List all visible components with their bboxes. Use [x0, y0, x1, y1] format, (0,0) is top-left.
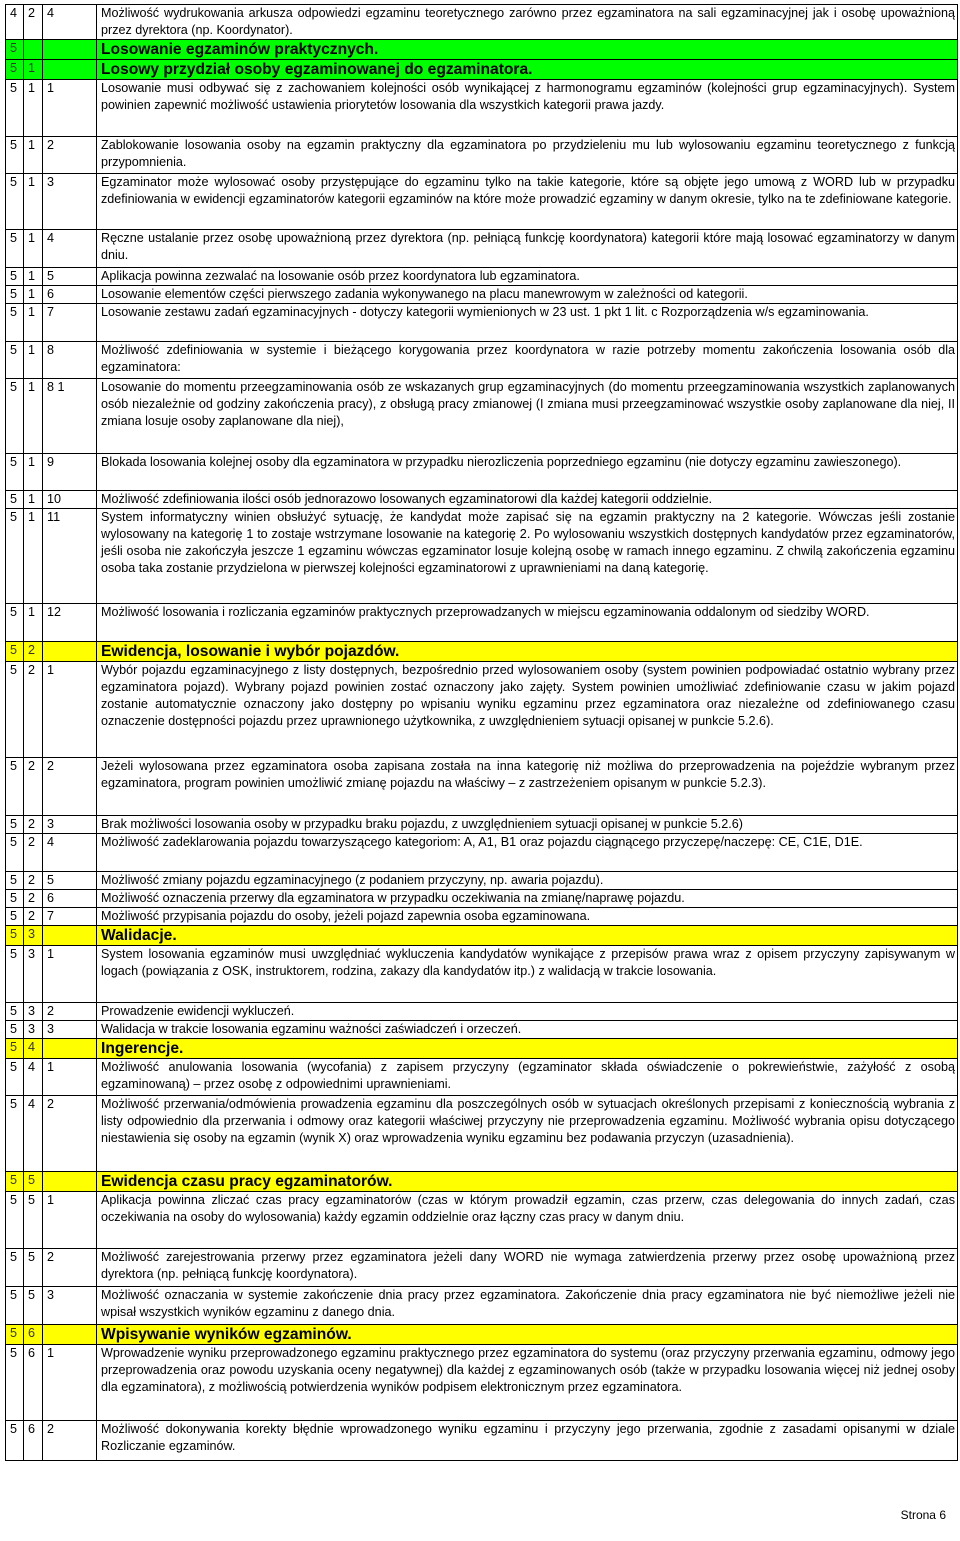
requirement-text: Możliwość zadeklarowania pojazdu towarzyszącego kategoriom: A, A1, B1 oraz pojazdu ciągnącego przyczepę/naczepę: CE, C1E, D1E.	[97, 834, 958, 872]
table-row	[6, 174, 958, 230]
section-number-cell: 2	[43, 1003, 97, 1021]
section-number-cell: 3	[43, 1021, 97, 1039]
section-number-cell: 4	[24, 1039, 43, 1059]
table-row	[6, 268, 958, 286]
section-number-cell: 5	[6, 908, 24, 926]
section-number-cell: 7	[43, 304, 97, 342]
requirement-text: Losowanie elementów części pierwszego zadania wykonywanego na placu manewrowym w zależności od kategorii.	[97, 286, 958, 304]
section-number-cell: 2	[43, 1096, 97, 1172]
section-title: Ewidencja, losowanie i wybór pojazdów.	[97, 642, 958, 662]
requirement-text: Aplikacja powinna zliczać czas pracy egzaminatorów (czas w którym prowadził egzamin, czas przerw, czas delegowania do innych zadań, czas oczekiwania na osoby do wylosowania) każdy egzamin oddzielnie oraz łączny czas pracy w danym dniu.	[97, 1192, 958, 1249]
requirement-text: Możliwość anulowania losowania (wycofania) z zapisem przyczyny (egzaminator składa oświadczenie o pokrewieństwie, zażyłość z osobą egzaminowaną) – przez osobę z odpowiednimi uprawnieniami.	[97, 1059, 958, 1096]
section-number-cell: 3	[43, 174, 97, 230]
table-row	[6, 379, 958, 454]
section-number-cell: 5	[24, 1287, 43, 1325]
table-row	[6, 1287, 958, 1325]
section-number-cell: 5	[6, 834, 24, 872]
table-row	[6, 908, 958, 926]
section-number-cell: 3	[43, 816, 97, 834]
section-number-cell: 2	[24, 662, 43, 758]
section-number-cell: 1	[24, 230, 43, 268]
section-number-cell: 5	[6, 872, 24, 890]
section-number-cell: 5	[6, 662, 24, 758]
table-row	[6, 1096, 958, 1172]
section-number-cell: 3	[24, 926, 43, 946]
section-number-cell: 5	[6, 304, 24, 342]
section-number-cell: 6	[24, 1421, 43, 1461]
requirement-text: Losowanie do momentu przeegzaminowania osób ze wskazanych grup egzaminacyjnych (do momentu przeegzaminowania wszystkich zaplanowanych osób niezależnie od godziny zakończenia pracy), z obsługą pracy zmianowej (I zmiana musi przeegzaminować wszystkie osoby zaplanowane dla niej, II zmiana losuje osoby zaplanowane dla niej),	[97, 379, 958, 454]
section-title: Losowy przydział osoby egzaminowanej do egzaminatora.	[97, 60, 958, 80]
requirement-text: Możliwość oznaczenia przerwy dla egzaminatora w przypadku oczekiwania na zmianę/naprawę pojazdu.	[97, 890, 958, 908]
table-row	[6, 454, 958, 491]
table-row	[6, 872, 958, 890]
table-row	[6, 230, 958, 268]
section-number-cell: 1	[24, 286, 43, 304]
section-number-cell: 3	[43, 1287, 97, 1325]
table-row	[6, 946, 958, 1003]
section-number-cell: 4	[43, 230, 97, 268]
section-number-cell: 8 1	[43, 379, 97, 454]
section-title: Walidacje.	[97, 926, 958, 946]
section-number-cell: 3	[24, 1021, 43, 1039]
section-number-cell: 5	[43, 268, 97, 286]
requirement-text: Możliwość wydrukowania arkusza odpowiedzi egzaminu teoretycznego zarówno przez egzaminatora na sali egzaminacyjnej jak i osobę upoważnioną przez dyrektora (np. Koordynator).	[97, 5, 958, 40]
section-number-cell: 1	[24, 379, 43, 454]
section-number-cell: 4	[43, 5, 97, 40]
section-number-cell: 5	[6, 1287, 24, 1325]
section-header-row	[6, 1172, 958, 1192]
section-number-cell: 2	[24, 872, 43, 890]
section-number-cell: 11	[43, 509, 97, 604]
section-number-cell: 2	[24, 5, 43, 40]
section-number-cell: 5	[6, 1345, 24, 1421]
section-number-cell: 7	[43, 908, 97, 926]
section-number-cell: 1	[24, 60, 43, 80]
section-number-cell: 5	[6, 1059, 24, 1096]
section-number-cell	[43, 60, 97, 80]
section-number-cell: 3	[24, 1003, 43, 1021]
section-number-cell: 1	[24, 268, 43, 286]
requirement-text: Egzaminator może wylosować osoby przystępujące do egzaminu tylko na takie kategorie, które są objęte jego umową z WORD lub w przypadku zdefiniowania w ewidencji egzaminatorów kategorii egzaminów na które może prowadzić egzaminy w danym okresie, tylko na te zdefiniowane kategorie.	[97, 174, 958, 230]
table-row	[6, 1345, 958, 1421]
section-number-cell: 1	[24, 454, 43, 491]
section-number-cell: 5	[6, 174, 24, 230]
section-number-cell: 10	[43, 491, 97, 509]
table-row	[6, 509, 958, 604]
section-number-cell: 1	[24, 174, 43, 230]
section-number-cell: 2	[24, 816, 43, 834]
requirements-table-body	[6, 5, 958, 1461]
requirement-text: Walidacja w trakcie losowania egzaminu ważności zaświadczeń i orzeczeń.	[97, 1021, 958, 1039]
table-row	[6, 304, 958, 342]
table-row	[6, 80, 958, 137]
section-number-cell: 8	[43, 342, 97, 379]
section-number-cell: 2	[43, 758, 97, 816]
section-number-cell	[43, 1039, 97, 1059]
requirements-table	[5, 4, 958, 1461]
section-number-cell	[43, 1172, 97, 1192]
requirement-text: Możliwość zdefiniowania w systemie i bieżącego korygowania przez koordynatora w razie potrzeby momentu zakończenia losowania osób dla egzaminatora:	[97, 342, 958, 379]
section-number-cell: 5	[6, 491, 24, 509]
section-number-cell: 5	[6, 60, 24, 80]
requirement-text: Brak możliwości losowania osoby w przypadku braku pojazdu, z uwzględnieniem sytuacji opisanej w punkcie 5.2.6)	[97, 816, 958, 834]
section-number-cell: 5	[6, 40, 24, 60]
section-number-cell: 1	[43, 946, 97, 1003]
table-row	[6, 758, 958, 816]
table-row	[6, 816, 958, 834]
section-number-cell: 5	[43, 872, 97, 890]
section-number-cell: 5	[6, 1003, 24, 1021]
section-title: Ingerencje.	[97, 1039, 958, 1059]
section-number-cell: 5	[6, 80, 24, 137]
section-number-cell: 1	[24, 491, 43, 509]
section-header-row	[6, 40, 958, 60]
table-row	[6, 1249, 958, 1287]
section-number-cell: 2	[43, 137, 97, 174]
section-number-cell: 1	[43, 1192, 97, 1249]
section-number-cell: 5	[6, 1249, 24, 1287]
section-number-cell	[24, 40, 43, 60]
section-number-cell: 1	[24, 342, 43, 379]
requirement-text: Możliwość przypisania pojazdu do osoby, jeżeli pojazd zapewnia osoba egzaminowana.	[97, 908, 958, 926]
section-number-cell: 4	[24, 1059, 43, 1096]
section-number-cell: 5	[6, 1421, 24, 1461]
requirement-text: Możliwość zmiany pojazdu egzaminacyjnego (z podaniem przyczyny, np. awaria pojazdu).	[97, 872, 958, 890]
section-number-cell: 5	[6, 137, 24, 174]
section-header-row	[6, 60, 958, 80]
requirement-text: Aplikacja powinna zezwalać na losowanie osób przez koordynatora lub egzaminatora.	[97, 268, 958, 286]
section-header-row	[6, 642, 958, 662]
table-row	[6, 662, 958, 758]
section-number-cell: 6	[24, 1345, 43, 1421]
section-number-cell	[43, 642, 97, 662]
section-number-cell: 1	[24, 304, 43, 342]
section-title: Wpisywanie wyników egzaminów.	[97, 1325, 958, 1345]
requirement-text: System informatyczny winien obsłużyć sytuację, że kandydat może zapisać się na egzamin praktyczny na 2 kategorie. Wówczas jeśli zostanie wylosowany na kategorię 1 to zostaje wstrzymane losowanie na kategorię 2. Po wylosowaniu wszystkich dostępnych kandydatów przez egzaminatorów, jeśli osoba nie zakończyła jeszcze 1 egzaminu wówczas egzaminator losuje kolejną osobę w ramach innego egzaminu. Z chwilą zakończenia egzaminu osoba taka zostanie przydzielona w pierwszej kolejności egzaminatorowi z uprawnieniami na daną kategorię.	[97, 509, 958, 604]
requirement-text: Jeżeli wylosowana przez egzaminatora osoba zapisana została na inna kategorię niż możliwa do przeprowadzenia na pojeździe wybranym przez egzaminatora, program powinien umożliwić zmianę pojazdu na właściwy – z zastrzeżeniem opisanym w punkcie 5.2.3).	[97, 758, 958, 816]
requirement-text: Blokada losowania kolejnej osoby dla egzaminatora w przypadku nierozliczenia poprzedniego egzaminu (nie dotyczy egzaminu zawieszonego).	[97, 454, 958, 491]
section-number-cell: 5	[6, 454, 24, 491]
table-row	[6, 890, 958, 908]
section-title: Losowanie egzaminów praktycznych.	[97, 40, 958, 60]
section-header-row	[6, 926, 958, 946]
section-number-cell: 6	[43, 286, 97, 304]
section-number-cell: 1	[24, 604, 43, 642]
section-number-cell	[43, 40, 97, 60]
requirement-text: Zablokowanie losowania osoby na egzamin praktyczny dla egzaminatora po przydzieleniu mu lub wylosowaniu egzaminu teoretycznego z funkcją przypomnienia.	[97, 137, 958, 174]
requirement-text: Możliwość zdefiniowania ilości osób jednorazowo losowanych egzaminatorowi dla każdej kategorii oddzielnie.	[97, 491, 958, 509]
requirement-text: Wybór pojazdu egzaminacyjnego z listy dostępnych, bezpośrednio przed wylosowaniem osoby (system powinien podpowiadać ostatnio wybrany przez egzaminatora pojazd). Wybrany pojazd powinien zostać oznaczony jako zajęty. System powinien umożliwiać zdefiniowanie czasu w jakim pojazd zostanie automatycznie oznaczony jako dostępny po wpisaniu wyniku egzaminu przez egzaminatora oraz niezależne od zdefiniowanego czasu oznaczenie dostępności pojazdu przez uprawnionego użytkownika, z uwzględnieniem sytuacji opisanej w punkcie 5.2.6).	[97, 662, 958, 758]
section-number-cell: 2	[24, 908, 43, 926]
section-number-cell: 5	[6, 1325, 24, 1345]
table-row	[6, 1192, 958, 1249]
requirement-text: Możliwość losowania i rozliczania egzaminów praktycznych przeprowadzanych w miejscu egzaminowania oddalonym od siedziby WORD.	[97, 604, 958, 642]
requirement-text: Możliwość dokonywania korekty błędnie wprowadzonego wyniku egzaminu i przyczyny jego przerwania, zgodnie z zasadami opisanymi w dziale Rozliczanie egzaminów.	[97, 1421, 958, 1461]
section-number-cell: 5	[6, 758, 24, 816]
section-number-cell: 6	[43, 890, 97, 908]
section-number-cell: 2	[24, 642, 43, 662]
section-number-cell: 5	[6, 1021, 24, 1039]
section-number-cell: 5	[6, 379, 24, 454]
section-number-cell: 5	[6, 1172, 24, 1192]
section-number-cell: 5	[6, 509, 24, 604]
table-row	[6, 604, 958, 642]
requirement-text: Ręczne ustalanie przez osobę upoważnioną przez dyrektora (np. pełniącą funkcję koordynatora) kategorii które mają losować egzaminatorzy w danym dniu.	[97, 230, 958, 268]
section-number-cell: 5	[6, 1192, 24, 1249]
section-number-cell: 4	[43, 834, 97, 872]
section-number-cell: 2	[43, 1421, 97, 1461]
section-number-cell: 5	[24, 1249, 43, 1287]
section-number-cell: 4	[24, 1096, 43, 1172]
section-number-cell: 1	[43, 80, 97, 137]
section-header-row	[6, 1325, 958, 1345]
section-number-cell: 1	[43, 1059, 97, 1096]
section-number-cell: 4	[6, 5, 24, 40]
section-header-row	[6, 1039, 958, 1059]
section-number-cell: 5	[6, 1039, 24, 1059]
table-row	[6, 1003, 958, 1021]
table-row	[6, 834, 958, 872]
table-row	[6, 286, 958, 304]
section-number-cell: 1	[43, 1345, 97, 1421]
table-row	[6, 1021, 958, 1039]
section-number-cell: 5	[6, 890, 24, 908]
table-row	[6, 491, 958, 509]
section-number-cell	[43, 1325, 97, 1345]
requirement-text: Losowanie zestawu zadań egzaminacyjnych - dotyczy kategorii wymienionych w 23 ust. 1 pkt 1 lit. c Rozporządzenia w/s egzaminowania.	[97, 304, 958, 342]
section-number-cell: 5	[6, 268, 24, 286]
section-number-cell: 12	[43, 604, 97, 642]
section-number-cell: 2	[43, 1249, 97, 1287]
section-number-cell: 1	[24, 80, 43, 137]
table-row	[6, 1421, 958, 1461]
table-row	[6, 5, 958, 40]
section-number-cell: 3	[24, 946, 43, 1003]
section-number-cell: 5	[6, 946, 24, 1003]
section-number-cell: 5	[24, 1172, 43, 1192]
table-row	[6, 137, 958, 174]
section-title: Ewidencja czasu pracy egzaminatorów.	[97, 1172, 958, 1192]
page-number: Strona 6	[900, 1508, 946, 1522]
section-number-cell: 5	[6, 604, 24, 642]
section-number-cell: 9	[43, 454, 97, 491]
section-number-cell: 1	[24, 137, 43, 174]
section-number-cell: 1	[43, 662, 97, 758]
requirement-text: Losowanie musi odbywać się z zachowaniem kolejności osób wynikającej z harmonogramu egzaminów (kolejności grup egzaminacyjnych). System powinien zapewnić możliwość ustawienia priorytetów losowania dla wszystkich kategorii prawa jazdy.	[97, 80, 958, 137]
table-row	[6, 342, 958, 379]
requirement-text: Wprowadzenie wyniku przeprowadzonego egzaminu praktycznego przez egzaminatora do systemu (oraz przyczyny przerwania egzaminu, odmowy jego przeprowadzenia oraz powodu uzyskania oceny negatywnej) dla każdej z egzaminowanych osób (także w przypadku losowania więcej niż jednej osoby dla egzaminatora), z możliwością potwierdzenia wyników podpisem elektronicznym przez egzaminatora.	[97, 1345, 958, 1421]
section-number-cell: 5	[6, 286, 24, 304]
requirement-text: System losowania egzaminów musi uwzględniać wykluczenia kandydatów wynikające z przepisów prawa wraz z opisem przyczyny zapisywanym w logach (powiązania z OSK, instruktorem, rodzina, zakazy dla kandydatów itp.) z walidacją w trakcie losowania.	[97, 946, 958, 1003]
section-number-cell: 5	[6, 926, 24, 946]
section-number-cell: 5	[6, 642, 24, 662]
table-row	[6, 1059, 958, 1096]
section-number-cell: 5	[6, 342, 24, 379]
requirement-text: Możliwość przerwania/odmówienia prowadzenia egzaminu dla poszczególnych osób w sytuacjach określonych przepisami z koniecznością wybrania z listy odpowiednio dla przerwania i odmowy oraz kategorii właściwej przyczyny nie przeprowadzenia egzaminu. Możliwość wybrania opisu dotyczącego niestawienia się osoby na egzamin (wynik X) oraz wprowadzenia wyniku egzaminu bez podawania przyczyn (uzasadnienia).	[97, 1096, 958, 1172]
section-number-cell: 5	[6, 1096, 24, 1172]
requirement-text: Możliwość oznaczania w systemie zakończenie dnia pracy przez egzaminatora. Zakończenie dnia pracy egzaminatora nie być niemożliwe jeżeli nie wpisał wszystkich wyników egzaminu z danego dnia.	[97, 1287, 958, 1325]
section-number-cell: 2	[24, 834, 43, 872]
section-number-cell: 6	[24, 1325, 43, 1345]
section-number-cell: 1	[24, 509, 43, 604]
section-number-cell: 5	[6, 230, 24, 268]
section-number-cell: 2	[24, 758, 43, 816]
section-number-cell: 5	[6, 816, 24, 834]
requirement-text: Prowadzenie ewidencji wykluczeń.	[97, 1003, 958, 1021]
requirement-text: Możliwość zarejestrowania przerwy przez egzaminatora jeżeli dany WORD nie wymaga zatwierdzenia przerwy przez osobę upoważnioną przez dyrektora (np. pełniącą funkcję koordynatora).	[97, 1249, 958, 1287]
section-number-cell	[43, 926, 97, 946]
section-number-cell: 2	[24, 890, 43, 908]
section-number-cell: 5	[24, 1192, 43, 1249]
